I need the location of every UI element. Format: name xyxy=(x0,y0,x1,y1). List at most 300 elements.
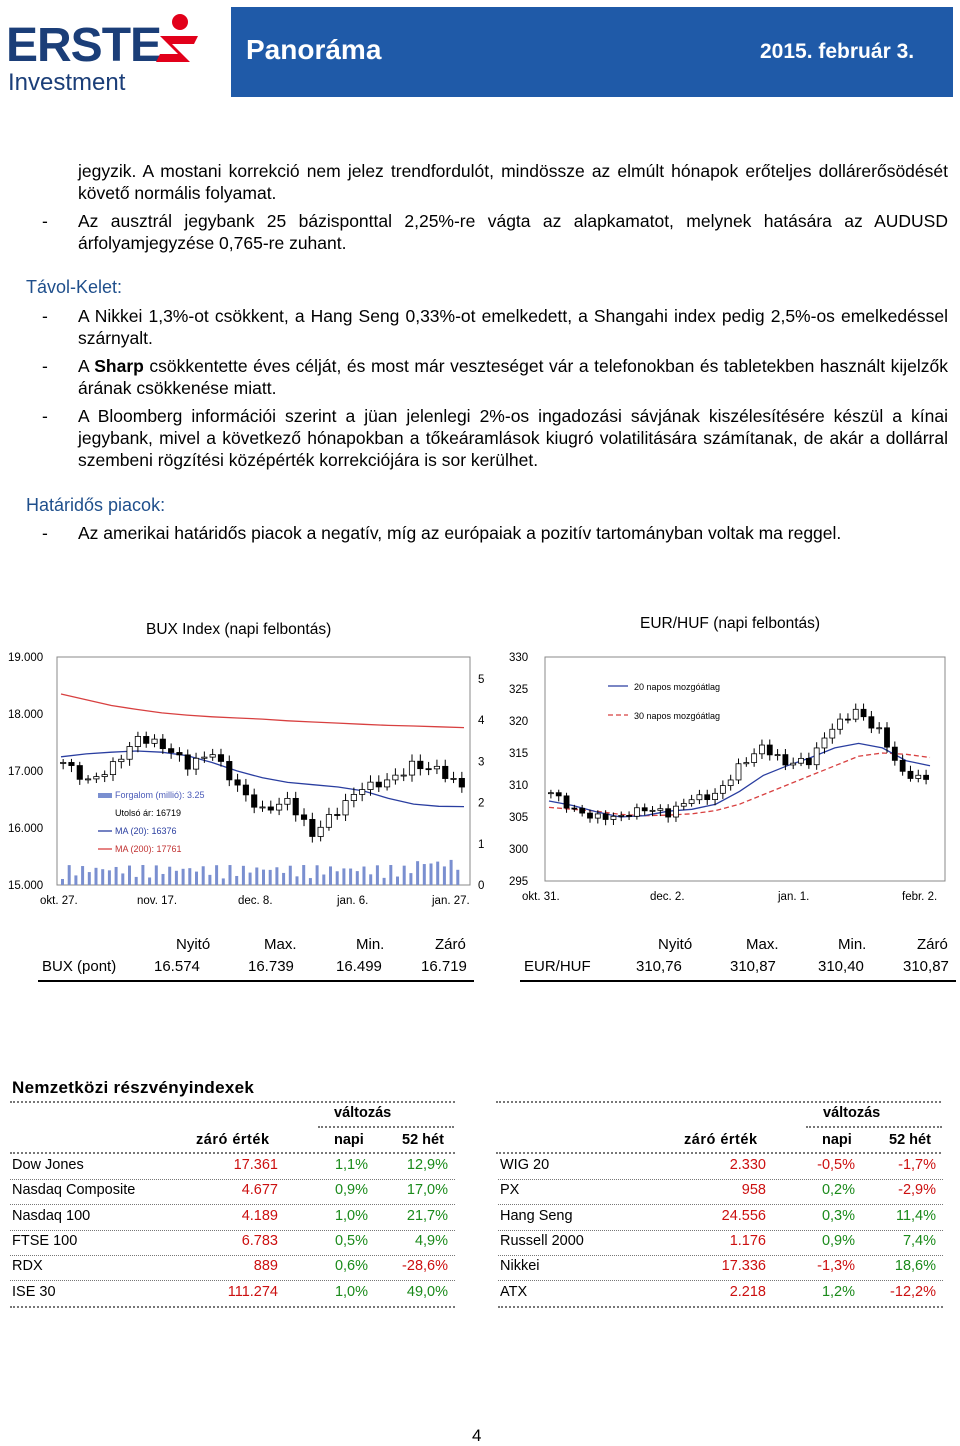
legend-volume: Forgalom (millió): 3.25 xyxy=(115,790,205,800)
volume-bar xyxy=(336,871,339,885)
bux-candle xyxy=(243,785,248,795)
volume-tick-label: 5 xyxy=(478,674,485,686)
row-divider xyxy=(498,1230,943,1231)
index-52w-change: 12,9% xyxy=(406,1157,448,1173)
index-daily-change: -0,5% xyxy=(817,1157,855,1173)
huf-candle xyxy=(830,729,835,738)
bux-candle xyxy=(202,757,207,758)
volume-bar xyxy=(222,878,225,885)
divider xyxy=(496,1152,941,1154)
volume-bar xyxy=(88,872,91,885)
index-name: Dow Jones xyxy=(12,1157,84,1173)
huf-candle xyxy=(603,814,608,820)
logo-subtitle: Investment xyxy=(8,69,126,96)
val-max: 310,87 xyxy=(730,958,776,975)
legend-ma30: 30 napos mozgóátlag xyxy=(634,711,721,721)
bux-candle xyxy=(260,807,265,808)
volume-bar xyxy=(363,867,366,885)
volume-bar xyxy=(168,867,171,885)
index-daily-change: 1,1% xyxy=(334,1157,368,1173)
val-close: 310,87 xyxy=(903,958,949,975)
bux-candle xyxy=(293,798,298,814)
index-name: Nasdaq Composite xyxy=(12,1182,136,1199)
index-name: PX xyxy=(500,1182,520,1199)
x-tick-label: jan. 27. xyxy=(432,895,470,907)
volume-bar xyxy=(383,878,386,885)
huf-candle xyxy=(885,728,890,747)
bullet-dash: - xyxy=(42,211,48,231)
huf-candle xyxy=(548,793,553,794)
index-close: 2.218 xyxy=(729,1283,766,1300)
bux-candle xyxy=(102,775,107,777)
heading-futures: Határidős piacok: xyxy=(26,495,166,515)
col-close-right: záró érték xyxy=(684,1132,758,1148)
bux-candle xyxy=(384,780,389,787)
paragraph-continued: jegyzik. A mostani korrekció nem jelez trendfordulót, mindössze az elmúlt hónapok erőteljes dollárerősödését követő normális folyamat. xyxy=(78,161,948,203)
huf-candle xyxy=(767,745,772,755)
index-name: Russell 2000 xyxy=(500,1232,584,1249)
huf-candle xyxy=(845,719,850,720)
col-close: Záró xyxy=(435,936,466,953)
bux-candle xyxy=(119,759,124,761)
volume-bar xyxy=(68,865,71,885)
bux-candle xyxy=(326,815,331,828)
index-close: 24.556 xyxy=(721,1207,766,1224)
bullet-nikkei xyxy=(42,305,948,349)
index-daily-change: 1,2% xyxy=(821,1283,855,1300)
volume-bar xyxy=(242,866,245,885)
volume-bar xyxy=(409,873,412,885)
change-label-right: változás xyxy=(823,1105,881,1121)
page-title: Panoráma xyxy=(246,34,382,65)
huf-candle xyxy=(564,796,569,808)
index-close: 958 xyxy=(741,1182,766,1199)
huf-candle xyxy=(783,755,788,765)
bux-candle xyxy=(360,790,365,795)
huf-candle xyxy=(587,813,592,818)
volume-bar xyxy=(128,866,131,885)
index-daily-change: 0,5% xyxy=(334,1232,368,1249)
index-close: 889 xyxy=(253,1258,278,1275)
huf-candle xyxy=(619,815,624,816)
volume-bar xyxy=(322,875,325,885)
volume-bar xyxy=(416,861,419,885)
bux-candle xyxy=(152,739,157,743)
col-min: Min. xyxy=(838,936,867,953)
volume-tick-label: 0 xyxy=(478,880,485,892)
bux-candle xyxy=(227,761,232,779)
huf-candle xyxy=(900,760,905,771)
index-close: 2.330 xyxy=(729,1157,766,1173)
index-52w-change: 49,0% xyxy=(406,1283,448,1300)
logo-text: ERSTE xyxy=(6,19,162,72)
huf-candle xyxy=(861,709,866,716)
bux-candle xyxy=(434,766,439,769)
eurhuf-chart-title: EUR/HUF (napi felbontás) xyxy=(640,615,821,632)
huf-candle xyxy=(580,808,585,813)
legend-ma20: 20 napos mozgóátlag xyxy=(634,682,721,692)
volume-bar xyxy=(309,878,312,885)
bux-candle xyxy=(94,777,99,779)
report-date: 2015. február 3. xyxy=(760,40,915,63)
huf-candle xyxy=(916,775,921,778)
bux-candle xyxy=(285,798,290,804)
huf-candle xyxy=(814,748,819,765)
volume-bar xyxy=(349,869,352,885)
bux-candle xyxy=(409,761,414,775)
bux-candle xyxy=(351,794,356,800)
x-tick-label: nov. 17. xyxy=(137,895,178,907)
volume-tick-label: 4 xyxy=(478,715,485,728)
huf-candle xyxy=(595,814,600,818)
legend-volume-swatch xyxy=(98,793,112,798)
y-tick-label: 17.000 xyxy=(8,766,44,778)
volume-bar xyxy=(269,870,272,885)
x-tick-label: okt. 27. xyxy=(40,895,78,907)
index-close: 4.677 xyxy=(241,1182,278,1199)
y-tick-label: 305 xyxy=(509,812,529,824)
huf-candle xyxy=(650,810,655,811)
x-tick-label: febr. 2. xyxy=(902,891,938,903)
huf-candle xyxy=(822,738,827,748)
bux-chart xyxy=(0,645,485,910)
volume-bar xyxy=(255,867,258,885)
huf-candle xyxy=(908,771,913,778)
bux-candle xyxy=(160,739,165,749)
huf-candle xyxy=(892,747,897,760)
volume-bar xyxy=(235,876,238,885)
huf-candle xyxy=(713,793,718,799)
volume-bar xyxy=(356,871,359,885)
divider xyxy=(806,1126,942,1128)
index-52w-change: -2,9% xyxy=(898,1182,936,1199)
bux-candle xyxy=(235,780,240,785)
volume-bar xyxy=(450,860,453,885)
bux-candle xyxy=(376,782,381,787)
huf-candle xyxy=(681,804,686,807)
volume-tick-label: 1 xyxy=(478,838,485,851)
volume-bar xyxy=(249,873,252,885)
bux-candle xyxy=(218,755,223,762)
plot-area xyxy=(545,657,945,881)
huf-candle xyxy=(775,755,780,756)
index-52w-change: -1,7% xyxy=(898,1157,936,1173)
bux-candle xyxy=(185,755,190,769)
change-label-left: változás xyxy=(334,1105,392,1121)
divider xyxy=(496,1101,941,1103)
volume-bar xyxy=(329,866,332,885)
index-52w-change: 18,6% xyxy=(894,1258,936,1275)
bullet-text-post: csökkentette éves célját, és most már veszteséget vár a telefonokban és tabletekben használt kijelzők árának csökkenése miatt. xyxy=(78,356,948,398)
y-tick-label: 15.000 xyxy=(8,880,44,892)
bux-candle xyxy=(168,749,173,753)
bux-candle xyxy=(268,807,273,810)
bullet-text: Az ausztrál jegybank 25 bázisponttal 2,25%-re vágta az alapkamatot, melynek hatására az AUDUSD árfolyamjegyzése 0,765-re zuhant. xyxy=(78,211,948,253)
huf-candle xyxy=(877,728,882,729)
bux-candle xyxy=(77,766,82,780)
val-min: 310,40 xyxy=(818,958,864,975)
y-tick-label: 320 xyxy=(509,716,529,728)
index-name: Nikkei xyxy=(500,1258,540,1275)
huf-candle xyxy=(791,763,796,765)
y-tick-label: 19.000 xyxy=(8,652,44,664)
huf-candle xyxy=(666,809,671,817)
volume-bar xyxy=(175,871,178,885)
huf-candle xyxy=(611,816,616,819)
index-52w-change: 11,4% xyxy=(895,1207,936,1224)
volume-bar xyxy=(188,868,191,885)
bux-candle xyxy=(276,804,281,810)
volume-bar xyxy=(148,877,151,885)
bux-candle xyxy=(459,778,464,787)
x-tick-label: dec. 2. xyxy=(650,891,685,903)
x-tick-label: jan. 6. xyxy=(337,895,369,907)
huf-candle xyxy=(673,806,678,817)
huf-candle xyxy=(736,764,741,780)
index-name: ATX xyxy=(500,1283,528,1300)
huf-candle xyxy=(924,775,929,779)
bux-candle xyxy=(318,827,323,836)
huf-candle xyxy=(806,758,811,764)
col-52w-left: 52 hét xyxy=(402,1132,444,1148)
index-daily-change: -1,3% xyxy=(817,1258,855,1275)
volume-bar xyxy=(135,877,138,885)
bux-candle xyxy=(135,736,140,746)
volume-bar xyxy=(101,869,104,885)
y-tick-label: 300 xyxy=(509,844,529,856)
bux-candle xyxy=(443,766,448,778)
index-daily-change: 1,0% xyxy=(334,1283,368,1300)
erste-logo-mark-icon xyxy=(150,12,202,70)
index-daily-change: 1,0% xyxy=(334,1207,368,1224)
indices-title: Nemzetközi részvényindexek xyxy=(12,1078,255,1097)
huf-candle xyxy=(744,763,749,764)
bux-candle xyxy=(69,762,74,765)
volume-bar xyxy=(182,869,185,885)
bullet-futures xyxy=(42,522,948,544)
bux-candle xyxy=(210,755,215,757)
index-daily-change: 0,6% xyxy=(334,1258,368,1275)
volume-bar xyxy=(121,873,124,885)
volume-bar xyxy=(215,865,218,885)
col-max: Max. xyxy=(264,936,297,953)
divider xyxy=(318,1126,454,1128)
huf-candle xyxy=(799,758,804,763)
bullet-text: Az amerikai határidős piacok a negatív, míg az európaiak a pozitív tartományban voltak ma reggel. xyxy=(78,523,842,543)
bux-candle xyxy=(401,775,406,776)
y-tick-label: 18.000 xyxy=(8,709,44,721)
bux-candle xyxy=(144,736,149,743)
huf-candle xyxy=(720,786,725,794)
index-close: 17.361 xyxy=(233,1157,278,1173)
row-divider xyxy=(498,1280,943,1281)
page-number: 4 xyxy=(472,1426,482,1445)
bux-candle xyxy=(177,752,182,754)
bux-candle xyxy=(252,795,257,807)
huf-candle xyxy=(869,717,874,728)
x-tick-label: okt. 31. xyxy=(522,891,560,903)
x-tick-label: jan. 1. xyxy=(778,891,810,903)
bullet-bloomberg xyxy=(42,405,948,471)
index-close: 6.783 xyxy=(241,1232,278,1249)
bullet-sharp xyxy=(42,355,948,399)
y-tick-label: 315 xyxy=(509,748,529,760)
legend-ma200: MA (200): 17761 xyxy=(115,844,182,854)
volume-bar xyxy=(141,865,144,885)
index-name: WIG 20 xyxy=(500,1157,550,1173)
row-divider xyxy=(10,1204,455,1205)
volume-bar xyxy=(436,862,439,885)
volume-tick-label: 3 xyxy=(478,756,485,769)
volume-bar xyxy=(430,863,433,885)
col-open: Nyitó xyxy=(176,936,211,953)
bux-candle xyxy=(193,758,198,769)
index-name: RDX xyxy=(12,1258,43,1275)
legend-last-price: Utolsó ár: 16719 xyxy=(115,808,182,818)
index-daily-change: 0,2% xyxy=(821,1182,855,1199)
index-name: Hang Seng xyxy=(500,1207,573,1224)
bux-candle xyxy=(60,762,65,763)
row-name: EUR/HUF xyxy=(524,958,591,975)
val-max: 16.739 xyxy=(248,958,294,975)
bullet-text-pre: A xyxy=(78,356,95,376)
huf-candle xyxy=(728,780,733,786)
bux-chart-title: BUX Index (napi felbontás) xyxy=(146,621,332,638)
col-max: Max. xyxy=(746,936,779,953)
bullet-rba xyxy=(42,210,948,254)
col-min: Min. xyxy=(356,936,385,953)
row-divider xyxy=(10,1255,455,1256)
volume-bar xyxy=(389,865,392,885)
index-close: 111.274 xyxy=(227,1283,278,1300)
index-name: FTSE 100 xyxy=(12,1232,78,1249)
row-divider xyxy=(498,1179,943,1180)
huf-candle xyxy=(642,808,647,811)
index-52w-change: -12,2% xyxy=(890,1283,936,1300)
bux-candle xyxy=(343,801,348,815)
volume-bar xyxy=(229,865,232,885)
row-divider xyxy=(10,1280,455,1281)
y-tick-label: 295 xyxy=(509,876,529,888)
y-tick-label: 16.000 xyxy=(8,823,44,835)
volume-bar xyxy=(342,868,345,885)
huf-candle xyxy=(705,795,710,800)
huf-candle xyxy=(752,754,757,763)
col-52w-right: 52 hét xyxy=(889,1132,931,1148)
col-daily-right: napi xyxy=(822,1132,852,1148)
index-daily-change: 0,9% xyxy=(334,1182,368,1199)
row-divider xyxy=(498,1306,943,1308)
heading-far-east: Távol-Kelet: xyxy=(26,277,123,297)
volume-bar xyxy=(423,864,426,885)
eurhuf-quote-table xyxy=(520,936,956,982)
huf-candle xyxy=(556,793,561,796)
huf-candle xyxy=(697,795,702,800)
bullet-dash: - xyxy=(42,406,48,426)
volume-bar xyxy=(369,874,372,885)
index-close: 4.189 xyxy=(241,1207,278,1224)
volume-bar xyxy=(289,866,292,885)
val-open: 310,76 xyxy=(636,958,682,975)
volume-bar xyxy=(208,875,211,885)
volume-bar xyxy=(81,866,84,885)
x-tick-label: dec. 8. xyxy=(238,895,273,907)
index-52w-change: 17,0% xyxy=(406,1182,448,1199)
huf-candle xyxy=(572,808,577,809)
val-open: 16.574 xyxy=(154,958,200,975)
index-close: 17.336 xyxy=(721,1258,766,1275)
volume-bar xyxy=(262,870,265,885)
huf-candle xyxy=(759,745,764,754)
bux-quote-table xyxy=(38,936,474,982)
divider xyxy=(10,1152,455,1154)
volume-bar xyxy=(195,872,198,885)
index-52w-change: 4,9% xyxy=(414,1232,448,1249)
bullet-text: A Bloomberg információi szerint a jüan jelenlegi 2%-os ingadozási sávjának kiszélesítésére készül a kínai jegybank, mivel a következő hónapokban a tőkeáramlások kiugró volatilitására számítanak, de akár a dollárral szembeni rögzítési középérték korrekciójára is sor kerülhet. xyxy=(78,406,948,470)
volume-bar xyxy=(316,865,319,885)
volume-bar xyxy=(202,866,205,885)
index-name: Nasdaq 100 xyxy=(12,1207,91,1224)
volume-bar xyxy=(296,876,299,885)
y-tick-label: 330 xyxy=(509,652,529,664)
volume-bar xyxy=(403,866,406,885)
index-name: ISE 30 xyxy=(12,1283,56,1300)
volume-bar xyxy=(95,868,98,885)
eurhuf-chart xyxy=(500,645,955,910)
y-tick-label: 310 xyxy=(509,780,529,792)
volume-bar xyxy=(443,866,446,885)
volume-bar xyxy=(376,865,379,885)
row-name: BUX (pont) xyxy=(42,958,117,975)
volume-bar xyxy=(162,874,165,885)
volume-bar xyxy=(456,870,459,885)
volume-bar xyxy=(275,867,278,885)
row-divider xyxy=(10,1179,455,1180)
logo-erste xyxy=(6,19,162,72)
row-divider xyxy=(10,1230,455,1231)
bux-candle xyxy=(85,779,90,780)
bux-candle xyxy=(368,782,373,789)
col-open: Nyitó xyxy=(658,936,693,953)
val-min: 16.499 xyxy=(336,958,382,975)
index-close: 1.176 xyxy=(729,1232,766,1249)
huf-candle xyxy=(838,719,843,729)
huf-candle xyxy=(658,809,663,811)
row-divider xyxy=(498,1255,943,1256)
bux-candle xyxy=(127,747,132,760)
col-daily-left: napi xyxy=(334,1132,364,1148)
volume-bar xyxy=(108,870,111,885)
huf-candle xyxy=(689,800,694,804)
bux-candle xyxy=(426,769,431,770)
index-daily-change: 0,3% xyxy=(821,1207,855,1224)
volume-bar xyxy=(155,865,158,885)
divider xyxy=(10,1101,455,1103)
bux-candle xyxy=(393,775,398,780)
volume-bar xyxy=(61,879,64,885)
volume-bar xyxy=(302,865,305,885)
bux-candle xyxy=(335,815,340,816)
volume-bar xyxy=(282,873,285,885)
bullet-dash: - xyxy=(42,306,48,326)
y-tick-label: 325 xyxy=(509,684,529,696)
huf-candle xyxy=(853,709,858,719)
val-close: 16.719 xyxy=(421,958,467,975)
index-daily-change: 0,9% xyxy=(821,1232,855,1249)
bux-candle xyxy=(301,815,306,820)
bux-candle xyxy=(451,778,456,779)
volume-tick-label: 2 xyxy=(478,797,485,810)
